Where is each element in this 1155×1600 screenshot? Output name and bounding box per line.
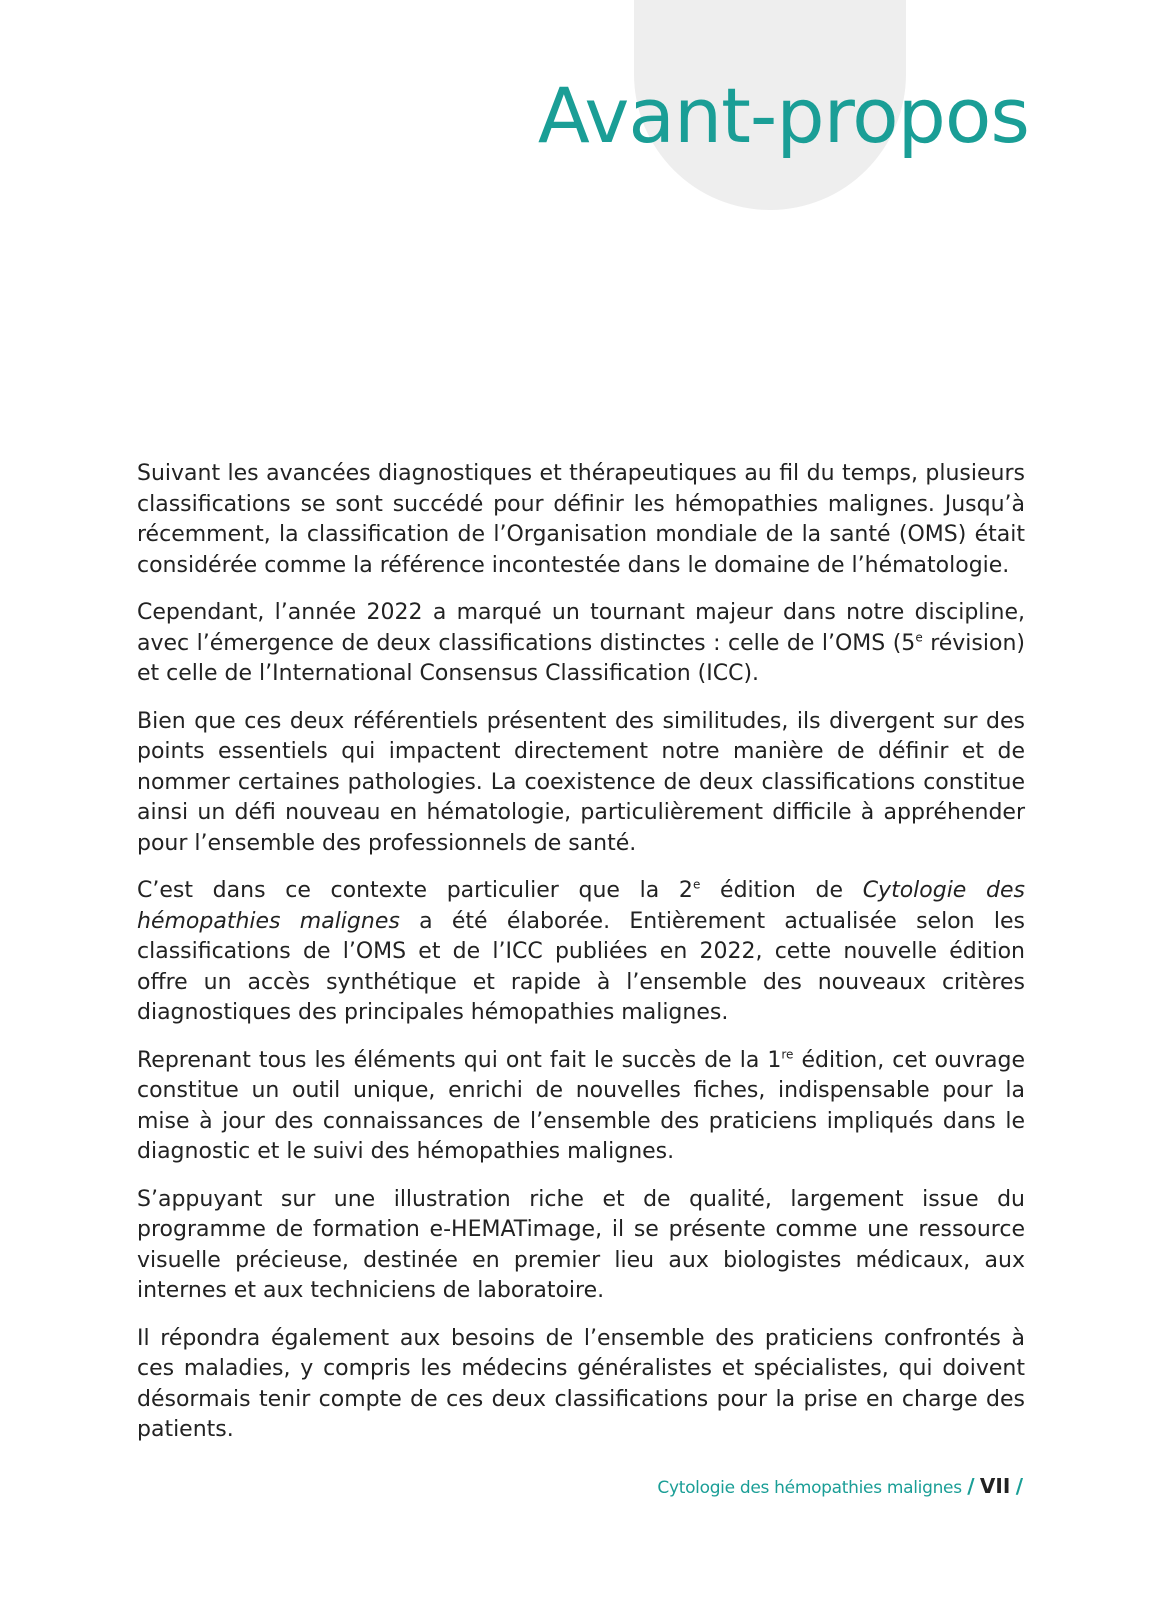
paragraph-3: Bien que ces deux référentiels présentent des similitudes, ils divergent sur des points essentiels qui impactent directement notre manière de définir et de nommer certaines pathologies. La coexistence de deux classifications constitue ainsi un défi nouveau en hématologie, particulièrement difficile à appréhender pour l’ensemble des professionnels de santé. [137,708,1025,856]
superscript-e: e [692,877,701,892]
footer-slash-left: / [967,1474,975,1498]
paragraph-2-text-a: Cependant, l’année 2022 a marqué un tournant majeur dans notre discipline, avec l’émergence de deux classifications distinctes : celle de l’OMS (5 [137,600,1025,656]
paragraph-2 [137,598,1025,690]
paragraph-1: Suivant les avancées diagnostiques et thérapeutiques au fil du temps, plusieurs classifications se sont succédé pour définir les hémopathies malignes. Jusqu’à récemment, la classification de l’Organisation mondiale de la santé (OMS) était considérée comme la référence incontestée dans le domaine de l’hématologie. [137,461,1025,578]
superscript-e: e [915,630,923,645]
paragraph-5 [137,1046,1025,1168]
paragraph-4-text-c: a été élaborée. Entièrement actualisée selon les classifications de l’OMS et de l’ICC publiées en 2022, cette nouvelle édition offre un accès synthétique et rapide à l’ensemble des nouveaux critères diagnostiques des principales hémopathies malignes. [137,908,1025,1025]
paragraph-4-text-a: C’est dans ce contexte particulier que la 2 [137,878,693,903]
footer-book-title: Cytologie des hémopathies malignes [657,1478,962,1498]
paragraph-7: Il répondra également aux besoins de l’ensemble des praticiens confrontés à ces maladies, y compris les médecins généralistes et spécialistes, qui doivent désormais tenir compte de ces deux classifications pour la prise en charge des patients. [137,1325,1025,1442]
footer-slash-right: / [1015,1474,1023,1498]
page-title: Avant-propos [537,71,1029,160]
paragraph-4-text-b: édition de [700,878,863,903]
paragraph-2-text-b: révision) et celle de l’International Consensus Classification (ICC). [137,630,1025,686]
paragraph-4 [137,876,1025,1029]
paragraph-6: S’appuyant sur une illustration riche et de qualité, largement issue du programme de formation e-HEMATimage, il se présente comme une ressource visuelle précieuse, destinée en premier lieu aux biologistes médicaux, aux internes et aux techniciens de laboratoire. [137,1186,1025,1303]
page-footer [657,1474,1023,1498]
footer-page-number: VII [979,1474,1011,1498]
superscript-re: re [781,1047,794,1062]
body-text [137,459,1025,1463]
paragraph-5-text-b: édition, cet ouvrage constitue un outil unique, enrichi de nouvelles fiches, indispensable pour la mise à jour des connaissances de l’ensemble des praticiens impliqués dans le diagnostic et le suivi des hémopathies malignes. [137,1047,1025,1164]
paragraph-5-text-a: Reprenant tous les éléments qui ont fait le succès de la 1 [137,1047,782,1073]
book-title-italic: Cytologie des hémopathies malignes [137,878,1026,934]
